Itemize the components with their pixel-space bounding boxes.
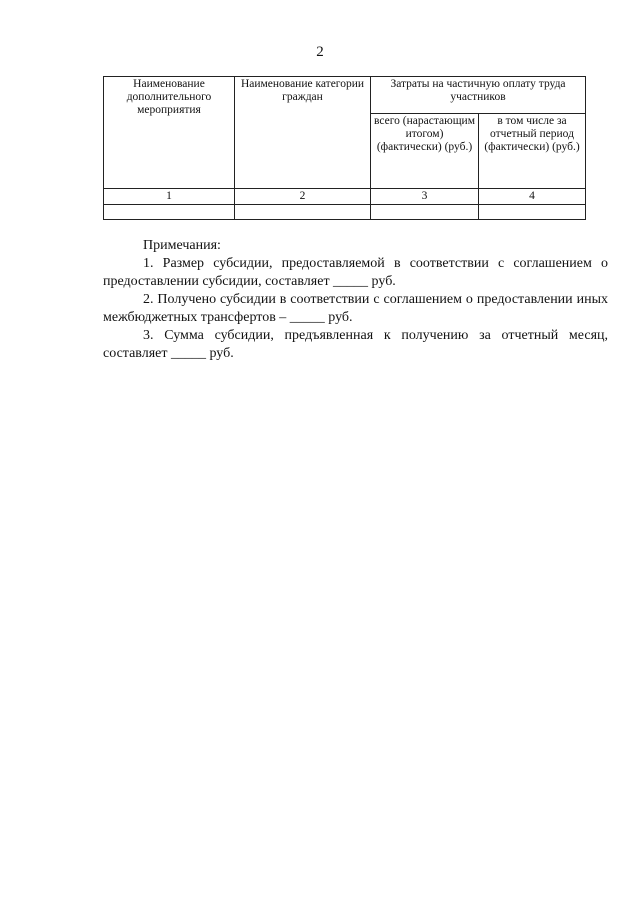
table-header-row — [104, 77, 586, 114]
note-item: 3. Сумма субсидии, предъявленная к получению за отчетный месяц, составляет _____ руб. — [103, 328, 608, 361]
header-reporting-period: в том числе за отчетный период (фактически) (руб.) — [479, 114, 586, 189]
column-number: 3 — [371, 189, 479, 205]
table-cell — [479, 205, 586, 220]
report-table — [103, 76, 586, 220]
header-event-name: Наименование дополнительного мероприятия — [104, 77, 235, 189]
header-total-cumulative: всего (нарастающим итогом) (фактически) (руб.) — [371, 114, 479, 189]
table-row — [104, 205, 586, 220]
page-number: 2 — [316, 44, 324, 60]
table-cell — [104, 205, 235, 220]
header-citizen-category: Наименование категории граждан — [235, 77, 371, 189]
note-item: 1. Размер субсидии, предоставляемой в соответствии с соглашением о предоставлении субсидии, составляет _____ руб. — [103, 256, 608, 289]
note-item: 2. Получено субсидии в соответствии с соглашением о предоставлении иных межбюджетных трансфертов – _____ руб. — [103, 292, 608, 325]
table-cell — [235, 205, 371, 220]
table-cell — [371, 205, 479, 220]
column-number: 2 — [235, 189, 371, 205]
column-numbers-row — [104, 189, 586, 205]
column-number: 4 — [479, 189, 586, 205]
notes-section — [103, 237, 608, 363]
notes-title: Примечания: — [143, 238, 221, 253]
header-labor-costs: Затраты на частичную оплату труда участников — [371, 77, 586, 114]
column-number: 1 — [104, 189, 235, 205]
